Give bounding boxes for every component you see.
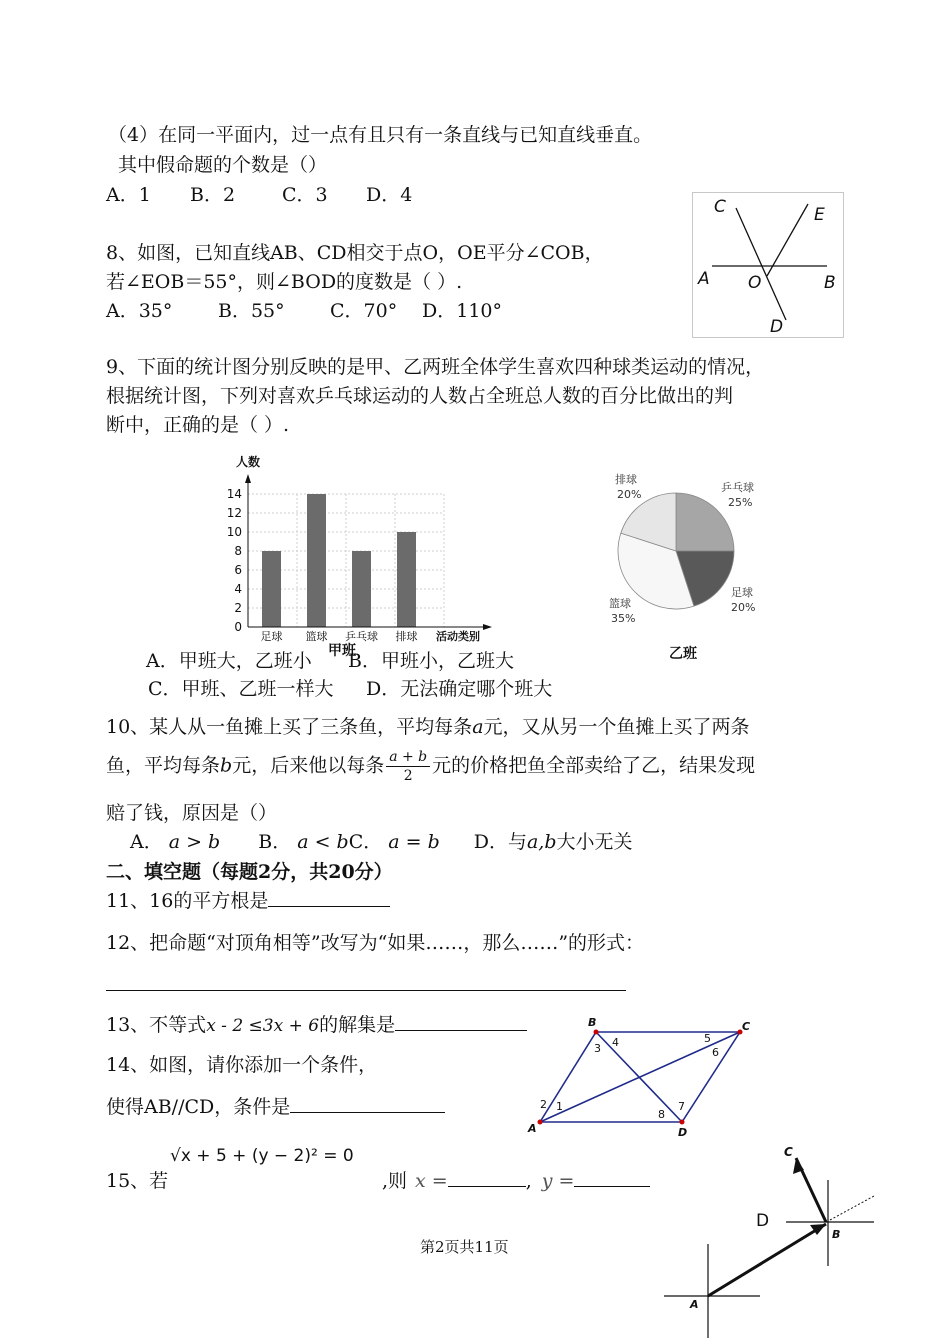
q15-x-blank[interactable] <box>448 1168 526 1187</box>
q14-angle-3: 3 <box>594 1042 601 1055</box>
y-tick-label: 4 <box>234 582 242 596</box>
bottom-direction-figure <box>660 1140 885 1340</box>
q10-option-d: D．与 <box>473 831 527 853</box>
q10-options <box>130 827 633 854</box>
q14-label-c: C <box>742 1020 751 1033</box>
q10-frac-denominator: 2 <box>403 768 413 784</box>
q15-then: ,则 <box>382 1170 408 1192</box>
q8-angle-figure <box>692 192 844 338</box>
bar-0 <box>262 551 281 627</box>
y-tick-label: 6 <box>234 563 242 577</box>
x-tick-label: 乒乓球 <box>345 630 378 643</box>
q10-option-b-label: B． <box>258 831 292 853</box>
dotted-extension <box>830 1196 874 1220</box>
q14-segment-ab <box>540 1032 596 1122</box>
label-d: D <box>770 317 784 337</box>
q15-y-blank[interactable] <box>574 1168 650 1187</box>
q10-line2-c: 元的价格把鱼全部卖给了乙，结果发现 <box>432 754 756 777</box>
bar-chart-y-ticks <box>227 487 242 634</box>
q8-option-b: B．55° <box>218 300 285 322</box>
q15-x-eq: x = <box>415 1170 448 1192</box>
q7-option-d: D．4 <box>366 184 413 206</box>
q11-text: 11、16的平方根是 <box>106 890 269 912</box>
q8-option-a: A．35° <box>106 300 173 322</box>
pie-pct-paiqiu: 20% <box>617 488 642 501</box>
q14-angle-7: 7 <box>678 1100 685 1113</box>
q8-line2: 若∠EOB＝55°，则∠BOD的度数是（ ）. <box>106 271 463 293</box>
q10-option-b-math: a < b <box>297 831 349 853</box>
q10-option-a-label: A． <box>130 831 163 853</box>
q14-label-b: B <box>588 1016 597 1029</box>
x-tick-label: 篮球 <box>305 630 328 643</box>
q13-answer-blank[interactable] <box>395 1012 527 1031</box>
q10-frac-numerator: a + b <box>386 748 430 767</box>
q12-answer-blank[interactable] <box>106 972 626 991</box>
q14-answer-blank[interactable] <box>290 1094 445 1113</box>
q10-line2 <box>106 748 755 785</box>
y-tick-label: 0 <box>234 620 242 634</box>
label-a: A <box>698 269 710 289</box>
q10-line1-b: 元，又从另一个鱼摊上买了两条 <box>483 716 750 738</box>
pie-slice-0 <box>676 493 734 551</box>
x-tick-label: 排球 <box>395 630 418 643</box>
q14-line2-text: 使得AB//CD，条件是 <box>106 1096 291 1118</box>
q7-statement-4: （4）在同一平面内，过一点有且只有一条直线与已知直线垂直。 <box>108 124 653 146</box>
q8-option-c: C．70° <box>330 300 398 322</box>
q9-line3: 断中，正确的是（ ）. <box>106 414 290 436</box>
pie-chart-slices <box>618 493 734 609</box>
q11-answer-blank[interactable] <box>268 888 390 907</box>
bar-chart-xlabel: 活动类别 <box>436 630 480 643</box>
q14-point-b <box>594 1030 599 1035</box>
bar-chart-bars <box>262 494 416 627</box>
q9-option-d: D．无法确定哪个班大 <box>366 678 553 700</box>
fig-label-c: C <box>784 1145 793 1159</box>
q13-prefix: 13、不等式 <box>106 1014 207 1036</box>
q15-answers <box>382 1166 650 1193</box>
q10-line1-a: 10、某人从一鱼摊上买了三条鱼，平均每条 <box>106 716 473 738</box>
bar-chart-x-labels <box>261 629 418 643</box>
q14-angle-2: 2 <box>540 1098 547 1111</box>
q10-line3: 赔了钱，原因是（） <box>106 802 278 824</box>
q13-inequality: x - 2 ≤3x + 6 <box>206 1016 320 1036</box>
x-tick-label: 足球 <box>260 630 283 643</box>
q14-angle-5: 5 <box>704 1032 711 1045</box>
y-tick-label: 12 <box>226 506 242 520</box>
q9-option-b: B．甲班小，乙班大 <box>348 650 514 672</box>
q7-option-b: B．2 <box>190 184 236 206</box>
q10-option-c-math: a = b <box>388 831 440 853</box>
fig-label-d: D <box>756 1211 770 1231</box>
pie-pct-zuqiu: 20% <box>731 601 756 614</box>
ray-oe <box>767 204 808 276</box>
bar-chart-ylabel: 人数 <box>236 455 261 469</box>
label-o: O <box>748 273 762 293</box>
pie-chart-title: 乙班 <box>669 646 697 662</box>
y-tick-label: 14 <box>226 487 242 501</box>
bar-2 <box>352 551 371 627</box>
q10-var-a: a <box>472 716 484 738</box>
pie-chart-class-yi <box>595 465 785 665</box>
q15-prefix: 15、若 <box>106 1170 169 1192</box>
q14-diagonal-bd <box>596 1032 682 1122</box>
q14-label-a: A <box>528 1122 537 1135</box>
q7-option-a: A．1 <box>106 184 151 206</box>
q9-option-c: C．甲班、乙班一样大 <box>148 678 334 700</box>
q10-line1 <box>106 712 750 739</box>
q10-option-a-math: a > b <box>168 831 221 853</box>
q14-point-a <box>538 1120 543 1125</box>
pie-label-lanqiu: 篮球 <box>609 597 631 610</box>
q14-label-d: D <box>678 1126 688 1139</box>
pie-label-paiqiu: 排球 <box>615 473 637 486</box>
q14-line1: 14、如图，请你添加一个条件， <box>106 1054 378 1076</box>
q10-option-c-label: C． <box>348 831 383 853</box>
q9-line2: 根据统计图，下列对喜欢乒乓球运动的人数占全班总人数的百分比做出的判 <box>106 385 734 407</box>
bar-3 <box>397 532 416 627</box>
q7-option-c: C．3 <box>282 184 328 206</box>
q10-fraction <box>386 748 430 785</box>
q13-suffix: 的解集是 <box>319 1014 396 1036</box>
q10-var-b: b <box>220 754 233 777</box>
q15-y-eq: y = <box>541 1170 575 1192</box>
q14-figure-lines <box>540 1032 740 1122</box>
q14-angle-1: 1 <box>556 1100 563 1113</box>
q9-line1: 9、下面的统计图分别反映的是甲、乙两班全体学生喜欢四种球类运动的情况， <box>106 356 765 378</box>
bar-1 <box>307 494 326 627</box>
q11 <box>106 886 390 913</box>
q12-text: 12、把命题“对顶角相等”改写为“如果……，那么……”的形式： <box>106 932 645 954</box>
y-tick-label: 10 <box>226 525 242 539</box>
q14-quadrilateral-figure <box>520 1012 760 1144</box>
line-cd <box>736 208 786 320</box>
bar-chart-title: 甲班 <box>328 643 356 659</box>
segment-ab <box>708 1224 826 1296</box>
q9-option-a: A．甲班大，乙班小 <box>146 650 312 672</box>
pie-pct-lanqiu: 35% <box>611 612 636 625</box>
q14-line2 <box>106 1092 445 1119</box>
q10-line2-a: 鱼，平均每条 <box>106 754 221 777</box>
q15-comma: , <box>525 1170 532 1192</box>
q8-line1: 8、如图，已知直线AB、CD相交于点O，OE平分∠COB， <box>106 242 604 264</box>
y-tick-label: 2 <box>234 601 242 615</box>
x-axis-arrow <box>483 624 492 630</box>
page-footer: 第2页共11页 <box>420 1238 509 1256</box>
pie-pct-pingpang: 25% <box>728 496 753 509</box>
q10-option-d-tail: 大小无关 <box>556 831 633 853</box>
q8-option-d: D．110° <box>422 300 502 322</box>
label-b: B <box>824 273 836 293</box>
fig-label-a: A <box>690 1298 699 1311</box>
q14-point-d <box>680 1120 685 1125</box>
section2-title: 二、填空题（每题2分，共20分） <box>106 861 393 883</box>
y-tick-label: 8 <box>234 544 242 558</box>
q10-option-d-math: a,b <box>526 831 557 853</box>
pie-label-pingpang: 乒乓球 <box>721 481 754 494</box>
q14-angle-8: 8 <box>658 1108 665 1121</box>
y-axis-arrow <box>245 474 251 483</box>
label-c: C <box>714 197 726 217</box>
q10-line2-b: 元，后来他以每条 <box>232 754 385 777</box>
pie-label-zuqiu: 足球 <box>731 586 753 599</box>
fig-label-b: B <box>832 1228 841 1241</box>
q13 <box>106 1010 527 1037</box>
bar-chart-class-jia <box>218 450 508 665</box>
q14-angle-6: 6 <box>712 1046 719 1059</box>
q7-question: 其中假命题的个数是（） <box>118 154 328 176</box>
label-e: E <box>814 205 825 225</box>
q14-angle-4: 4 <box>612 1036 619 1049</box>
q15-equation: √x + 5 + (y − 2)² = 0 <box>170 1146 354 1166</box>
